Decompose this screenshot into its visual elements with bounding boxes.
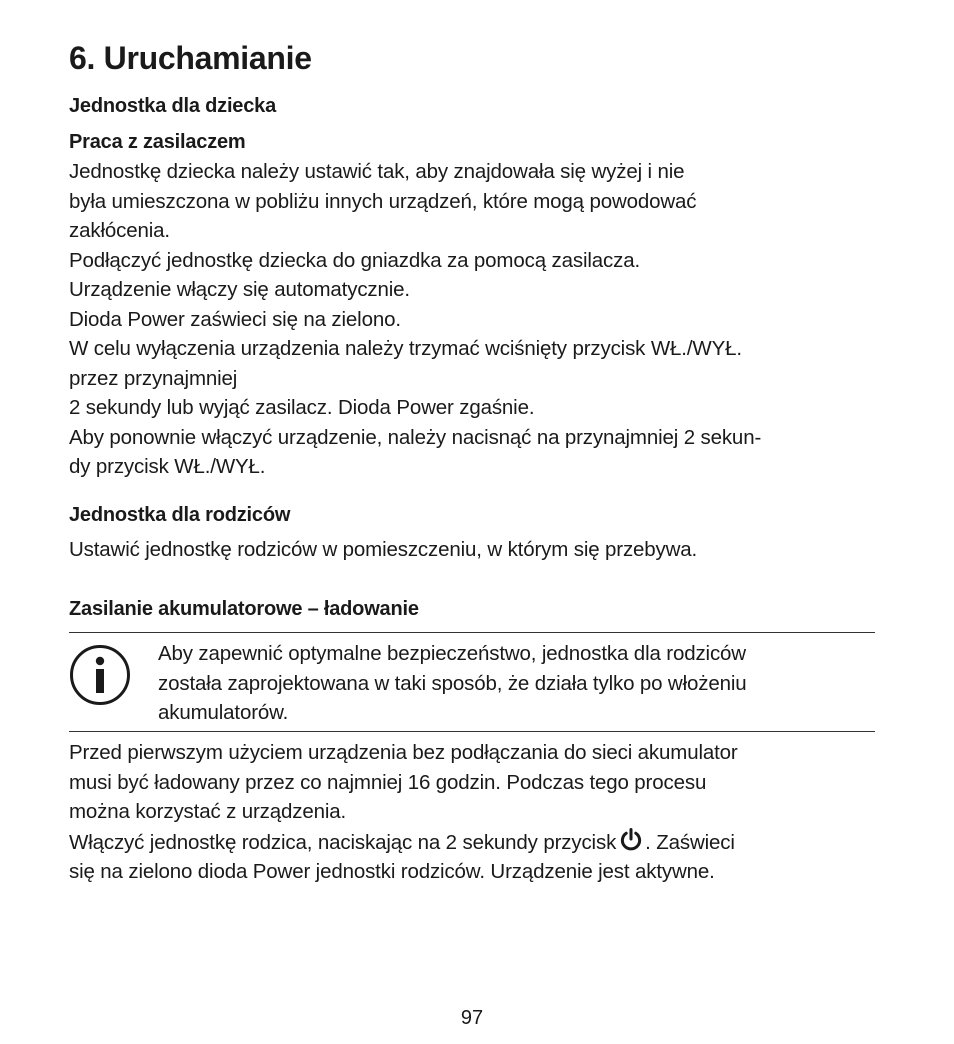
child-unit-heading: Jednostka dla dziecka xyxy=(69,95,277,117)
note-bottom-divider xyxy=(69,731,875,732)
text-line: Ustawić jednostkę rodziców w pomieszczeniu, w którym się przebywa. xyxy=(69,538,698,561)
text-line: została zaprojektowana w taki sposób, że działa tylko po włożeniu xyxy=(158,671,747,695)
text-line: Urządzenie włączy się automatycznie. xyxy=(69,278,410,301)
text-line: Przed pierwszym użyciem urządzenia bez podłączania do sieci akumulator xyxy=(69,741,738,764)
text-line: zakłócenia. xyxy=(69,219,170,242)
page-title: 6. Uruchamianie xyxy=(69,40,312,76)
child-unit-paragraph xyxy=(69,157,761,482)
power-instruction-line xyxy=(69,827,738,858)
text-line: przez przynajmniej xyxy=(69,366,238,390)
battery-charging-heading: Zasilanie akumulatorowe – ładowanie xyxy=(69,598,419,620)
page-number: 97 xyxy=(460,1007,484,1029)
text-line: była umieszczona w pobliżu innych urządzeń, które mogą powodować xyxy=(69,189,697,213)
text-line: Aby zapewnić optymalne bezpieczeństwo, jednostka dla rodziców xyxy=(158,642,746,665)
text-line: można korzystać z urządzenia. xyxy=(69,800,347,823)
safety-note xyxy=(158,639,747,728)
battery-paragraph xyxy=(69,738,738,887)
power-icon xyxy=(618,827,644,853)
text-line: się na zielono dioda Power jednostki rodziców. Urządzenie jest aktywne. xyxy=(69,860,715,883)
text-line: akumulatorów. xyxy=(158,701,289,724)
text-line: Dioda Power zaświeci się na zielono. xyxy=(69,307,401,331)
text-line: Aby ponownie włączyć urządzenie, należy nacisnąć na przynajmniej 2 sekun- xyxy=(69,425,762,449)
info-icon xyxy=(69,644,131,706)
text-line: Jednostkę dziecka należy ustawić tak, aby znajdowała się wyżej i nie xyxy=(69,160,685,183)
text-line: 2 sekundy lub wyjąć zasilacz. Dioda Power zgaśnie. xyxy=(69,396,535,419)
text-line: dy przycisk WŁ./WYŁ. xyxy=(69,455,266,478)
parent-unit-paragraph xyxy=(69,535,697,565)
note-top-divider xyxy=(69,632,875,633)
text-fragment: Włączyć jednostkę rodzica, naciskając na 2 sekundy przycisk xyxy=(69,830,617,854)
text-line: Podłączyć jednostkę dziecka do gniazdka za pomocą zasilacza. xyxy=(69,248,641,272)
text-line: musi być ładowany przez co najmniej 16 godzin. Podczas tego procesu xyxy=(69,770,707,794)
text-line: W celu wyłączenia urządzenia należy trzymać wciśnięty przycisk WŁ./WYŁ. xyxy=(69,337,742,360)
text-fragment: . Zaświeci xyxy=(645,830,735,854)
adapter-operation-heading: Praca z zasilaczem xyxy=(69,131,246,153)
parent-unit-heading: Jednostka dla rodziców xyxy=(69,504,291,526)
